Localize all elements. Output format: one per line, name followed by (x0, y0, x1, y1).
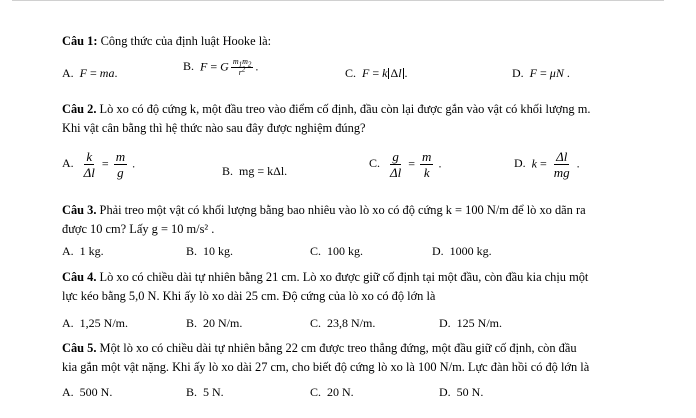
q3-option-d-label: D. (432, 244, 444, 258)
question-1-number: Câu 1: (62, 34, 98, 48)
q2-option-a[interactable]: A. $\frac{k}{\Delta l}$ = $\frac{m}{g}$ . (62, 149, 136, 180)
q3-option-a[interactable] (62, 244, 104, 259)
q5-option-a[interactable] (62, 385, 112, 400)
q3-option-b[interactable] (186, 244, 233, 259)
q4-option-b-label: B. (186, 316, 198, 330)
question-5-number: Câu 5. (62, 341, 97, 355)
q1-option-b-label: B. (183, 59, 195, 74)
q4-option-d-text: 125 N/m. (456, 316, 503, 330)
q5-option-d-text: 50 N. (456, 385, 484, 399)
q4-option-a-text: 1,25 N/m. (79, 316, 129, 330)
q3-option-c[interactable] (310, 244, 363, 259)
question-3 (62, 201, 586, 239)
question-1 (62, 32, 271, 51)
q1-option-d[interactable]: D. F = μN . (512, 66, 570, 80)
q1-option-d-label: D. (512, 66, 524, 80)
q3-option-c-text: 100 kg. (327, 244, 364, 258)
question-3-text-line1: Phải treo một vật có khối lượng bằng bao nhiêu vào lò xo có độ cứng k = 100 N/m để lò xo dãn ra (99, 203, 586, 217)
q2-option-c[interactable]: C. $\frac{g}{\Delta l}$ = $\frac{m}{k}$ . (369, 149, 442, 180)
q2-option-a-label: A. (62, 156, 74, 171)
question-5-text-line2: kia gắn một vật nặng. Khi ấy lò xo dài 27 cm, cho biết độ cứng lò xo là 100 N/m. Lực đàn hồi có độ lớn là (62, 360, 590, 374)
q3-option-c-label: C. (310, 244, 322, 258)
q3-option-b-label: B. (186, 244, 198, 258)
q1-option-c[interactable]: C. F = k Δl . (345, 66, 408, 80)
q5-option-b[interactable] (186, 385, 224, 400)
q4-option-b[interactable] (186, 316, 242, 331)
top-divider (12, 0, 664, 1)
q2-option-d[interactable]: D. k = $\frac{\Delta l}{mg}$ . (514, 149, 580, 180)
q5-option-a-label: A. (62, 385, 74, 399)
q4-option-c[interactable] (310, 316, 375, 331)
q4-option-a-label: A. (62, 316, 74, 330)
q5-option-c-label: C. (310, 385, 322, 399)
question-1-text: Công thức của định luật Hooke là: (100, 34, 272, 48)
q3-option-d[interactable] (432, 244, 492, 259)
question-5 (62, 339, 589, 377)
q4-option-a[interactable] (62, 316, 128, 331)
question-4-text-line2: lực kéo bằng 5,0 N. Khi ấy lò xo dài 25 cm. Độ cứng của lò xo có độ lớn là (62, 289, 436, 303)
q3-option-b-text: 10 kg. (203, 244, 234, 258)
question-2-number: Câu 2. (62, 102, 97, 116)
q5-option-b-label: B. (186, 385, 198, 399)
question-3-number: Câu 3. (62, 203, 97, 217)
q5-option-c[interactable] (310, 385, 354, 400)
question-2-text-line2: Khi vật cân bằng thì hệ thức nào sau đây được nghiệm đúng? (62, 121, 366, 135)
question-4-text-line1: Lò xo có chiều dài tự nhiên bằng 21 cm. Lò xo được giữ cố định tại một đầu, còn đầu kia chịu một (99, 270, 589, 284)
q2-option-c-label: C. (369, 156, 381, 171)
q1-option-a[interactable]: A. F = ma. (62, 66, 118, 80)
q1-option-a-label: A. (62, 66, 74, 80)
q2-option-d-label: D. (514, 156, 526, 171)
q5-option-a-text: 500 N. (79, 385, 113, 399)
q5-option-d[interactable] (439, 385, 483, 400)
question-4-number: Câu 4. (62, 270, 97, 284)
q4-option-d-label: D. (439, 316, 451, 330)
q4-option-b-text: 20 N/m. (203, 316, 243, 330)
question-5-text-line1: Một lò xo có chiều dài tự nhiên bằng 22 cm được treo thẳng đứng, một đầu giữ cố định, còn đầu (99, 341, 577, 355)
q5-option-d-label: D. (439, 385, 451, 399)
question-2-text-line1: Lò xo có độ cứng k, một đầu treo vào điểm cố định, đầu còn lại được gắn vào vật có khối lượng m. (99, 102, 591, 116)
q5-option-c-text: 20 N. (327, 385, 354, 399)
question-2 (62, 100, 590, 138)
q3-option-a-text: 1 kg. (79, 244, 104, 258)
q3-option-d-text: 1000 kg. (449, 244, 492, 258)
question-3-text-line2: được 10 cm? Lấy g = 10 m/s² . (62, 222, 215, 236)
q4-option-c-text: 23,8 N/m. (327, 316, 376, 330)
q2-option-b-label: B. (222, 164, 234, 178)
q4-option-d[interactable] (439, 316, 502, 331)
q3-option-a-label: A. (62, 244, 74, 258)
question-4 (62, 268, 588, 306)
q1-option-c-label: C. (345, 66, 357, 80)
q2-option-b[interactable]: B. mg = kΔl. (222, 164, 288, 178)
q1-option-b[interactable]: B. F = G $\frac{m_1m_2}{r^2}$ . (183, 57, 259, 77)
q4-option-c-label: C. (310, 316, 322, 330)
q5-option-b-text: 5 N. (203, 385, 224, 399)
